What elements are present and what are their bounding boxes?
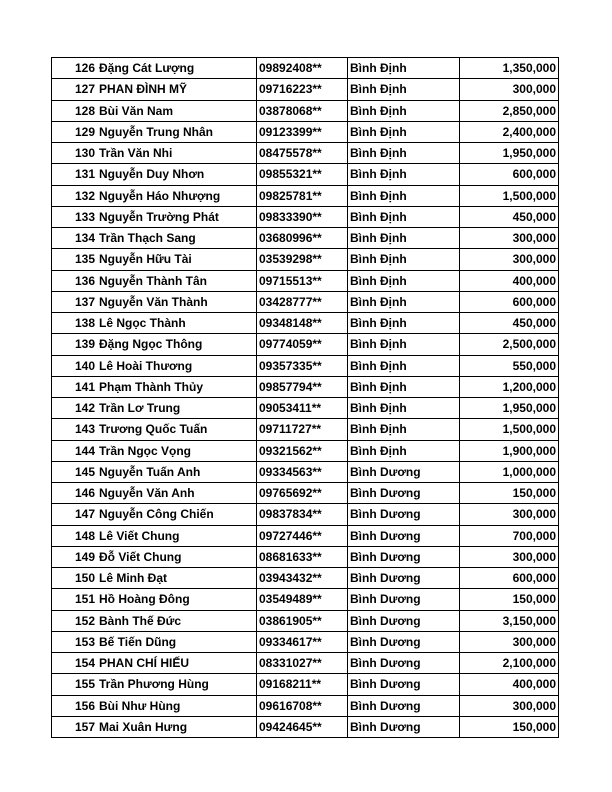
province-cell: Bình Định (348, 398, 460, 419)
table-row (52, 206, 559, 227)
table-row (52, 249, 559, 270)
row-number-cell: 145 (52, 461, 98, 482)
table-row (52, 313, 559, 334)
amount-cell: 300,000 (460, 504, 559, 525)
phone-number-cell: 03943432** (257, 568, 348, 589)
table-row (52, 355, 559, 376)
province-cell: Bình Định (348, 313, 460, 334)
row-number-cell: 151 (52, 589, 98, 610)
donor-name-cell: PHAN ĐÌNH MỸ (97, 79, 257, 100)
amount-cell: 300,000 (460, 249, 559, 270)
amount-cell: 300,000 (460, 79, 559, 100)
amount-cell: 3,150,000 (460, 610, 559, 631)
phone-number-cell: 09424645** (257, 716, 348, 737)
phone-number-cell: 08475578** (257, 143, 348, 164)
donor-name-cell: Nguyễn Văn Thành (97, 291, 257, 312)
table-row (52, 546, 559, 567)
phone-number-cell: 09334563** (257, 461, 348, 482)
province-cell: Bình Định (348, 79, 460, 100)
row-number-cell: 129 (52, 121, 98, 142)
row-number-cell: 149 (52, 546, 98, 567)
province-cell: Bình Định (348, 100, 460, 121)
row-number-cell: 154 (52, 653, 98, 674)
phone-number-cell: 03878068** (257, 100, 348, 121)
province-cell: Bình Định (348, 121, 460, 142)
province-cell: Bình Định (348, 291, 460, 312)
row-number-cell: 128 (52, 100, 98, 121)
table-row (52, 334, 559, 355)
table-row (52, 695, 559, 716)
phone-number-cell: 09715513** (257, 270, 348, 291)
donor-name-cell: Bế Tiến Dũng (97, 631, 257, 652)
province-cell: Bình Định (348, 334, 460, 355)
donor-name-cell: Bành Thế Đức (97, 610, 257, 631)
table-row (52, 525, 559, 546)
phone-number-cell: 09357335** (257, 355, 348, 376)
table-row (52, 185, 559, 206)
phone-number-cell: 09616708** (257, 695, 348, 716)
phone-number-cell: 03539298** (257, 249, 348, 270)
amount-cell: 600,000 (460, 568, 559, 589)
donor-name-cell: Hồ Hoàng Đông (97, 589, 257, 610)
donor-name-cell: Nguyễn Duy Nhơn (97, 164, 257, 185)
amount-cell: 450,000 (460, 206, 559, 227)
table-row (52, 504, 559, 525)
donor-name-cell: Nguyễn Công Chiến (97, 504, 257, 525)
table-row (52, 143, 559, 164)
province-cell: Bình Dương (348, 716, 460, 737)
province-cell: Bình Dương (348, 525, 460, 546)
donor-name-cell: Mai Xuân Hưng (97, 716, 257, 737)
donor-name-cell: Phạm Thành Thủy (97, 376, 257, 397)
donor-name-cell: Trương Quốc Tuấn (97, 419, 257, 440)
phone-number-cell: 09053411** (257, 398, 348, 419)
table-row (52, 568, 559, 589)
amount-cell: 600,000 (460, 291, 559, 312)
table-row (52, 483, 559, 504)
phone-number-cell: 03549489** (257, 589, 348, 610)
donor-table (51, 57, 559, 738)
table-row (52, 631, 559, 652)
amount-cell: 300,000 (460, 695, 559, 716)
row-number-cell: 157 (52, 716, 98, 737)
donor-name-cell: Đặng Ngọc Thông (97, 334, 257, 355)
donor-name-cell: Trần Lơ Trung (97, 398, 257, 419)
table-row (52, 100, 559, 121)
amount-cell: 1,900,000 (460, 440, 559, 461)
table-row (52, 461, 559, 482)
province-cell: Bình Dương (348, 504, 460, 525)
row-number-cell: 140 (52, 355, 98, 376)
row-number-cell: 130 (52, 143, 98, 164)
amount-cell: 550,000 (460, 355, 559, 376)
province-cell: Bình Định (348, 419, 460, 440)
province-cell: Bình Dương (348, 546, 460, 567)
donor-name-cell: Nguyễn Háo Nhượng (97, 185, 257, 206)
phone-number-cell: 09765692** (257, 483, 348, 504)
row-number-cell: 127 (52, 79, 98, 100)
province-cell: Bình Định (348, 440, 460, 461)
row-number-cell: 141 (52, 376, 98, 397)
amount-cell: 1,950,000 (460, 398, 559, 419)
phone-number-cell: 09727446** (257, 525, 348, 546)
province-cell: Bình Định (348, 185, 460, 206)
phone-number-cell: 09774059** (257, 334, 348, 355)
amount-cell: 2,850,000 (460, 100, 559, 121)
donor-name-cell: Lê Viết Chung (97, 525, 257, 546)
row-number-cell: 150 (52, 568, 98, 589)
phone-number-cell: 09334617** (257, 631, 348, 652)
donor-name-cell: Lê Minh Đạt (97, 568, 257, 589)
donor-name-cell: Lê Hoài Thương (97, 355, 257, 376)
phone-number-cell: 03861905** (257, 610, 348, 631)
donor-name-cell: Trần Văn Nhi (97, 143, 257, 164)
province-cell: Bình Dương (348, 610, 460, 631)
donor-name-cell: Nguyễn Trung Nhân (97, 121, 257, 142)
row-number-cell: 144 (52, 440, 98, 461)
table-row (52, 376, 559, 397)
province-cell: Bình Định (348, 376, 460, 397)
table-row (52, 589, 559, 610)
amount-cell: 1,200,000 (460, 376, 559, 397)
amount-cell: 150,000 (460, 716, 559, 737)
province-cell: Bình Dương (348, 589, 460, 610)
amount-cell: 1,000,000 (460, 461, 559, 482)
province-cell: Bình Dương (348, 695, 460, 716)
amount-cell: 300,000 (460, 631, 559, 652)
table-row (52, 164, 559, 185)
phone-number-cell: 09857794** (257, 376, 348, 397)
row-number-cell: 135 (52, 249, 98, 270)
province-cell: Bình Định (348, 206, 460, 227)
donor-name-cell: Trần Ngọc Vọng (97, 440, 257, 461)
phone-number-cell: 09168211** (257, 674, 348, 695)
phone-number-cell: 09892408** (257, 58, 348, 79)
phone-number-cell: 09711727** (257, 419, 348, 440)
province-cell: Bình Định (348, 228, 460, 249)
phone-number-cell: 09321562** (257, 440, 348, 461)
row-number-cell: 146 (52, 483, 98, 504)
row-number-cell: 153 (52, 631, 98, 652)
donor-name-cell: PHAN CHÍ HIẾU (97, 653, 257, 674)
province-cell: Bình Định (348, 164, 460, 185)
row-number-cell: 142 (52, 398, 98, 419)
table-row (52, 121, 559, 142)
row-number-cell: 126 (52, 58, 98, 79)
row-number-cell: 133 (52, 206, 98, 227)
table-row (52, 58, 559, 79)
province-cell: Bình Định (348, 58, 460, 79)
province-cell: Bình Dương (348, 461, 460, 482)
donor-name-cell: Bùi Như Hùng (97, 695, 257, 716)
amount-cell: 450,000 (460, 313, 559, 334)
phone-number-cell: 09825781** (257, 185, 348, 206)
donor-name-cell: Nguyễn Tuấn Anh (97, 461, 257, 482)
table-row (52, 610, 559, 631)
province-cell: Bình Dương (348, 483, 460, 504)
donor-name-cell: Trần Phương Hùng (97, 674, 257, 695)
table-row (52, 653, 559, 674)
amount-cell: 300,000 (460, 228, 559, 249)
table-row (52, 674, 559, 695)
donor-name-cell: Đặng Cát Lượng (97, 58, 257, 79)
table-row (52, 228, 559, 249)
amount-cell: 1,350,000 (460, 58, 559, 79)
amount-cell: 700,000 (460, 525, 559, 546)
amount-cell: 400,000 (460, 270, 559, 291)
donor-name-cell: Đỗ Viết Chung (97, 546, 257, 567)
table-row (52, 270, 559, 291)
phone-number-cell: 08681633** (257, 546, 348, 567)
amount-cell: 1,950,000 (460, 143, 559, 164)
table-row (52, 79, 559, 100)
donor-name-cell: Nguyễn Hữu Tài (97, 249, 257, 270)
donor-name-cell: Lê Ngọc Thành (97, 313, 257, 334)
amount-cell: 2,100,000 (460, 653, 559, 674)
amount-cell: 150,000 (460, 483, 559, 504)
province-cell: Bình Định (348, 270, 460, 291)
amount-cell: 1,500,000 (460, 185, 559, 206)
row-number-cell: 148 (52, 525, 98, 546)
row-number-cell: 134 (52, 228, 98, 249)
phone-number-cell: 03680996** (257, 228, 348, 249)
province-cell: Bình Dương (348, 674, 460, 695)
amount-cell: 2,500,000 (460, 334, 559, 355)
donor-name-cell: Nguyễn Trường Phát (97, 206, 257, 227)
amount-cell: 400,000 (460, 674, 559, 695)
row-number-cell: 147 (52, 504, 98, 525)
row-number-cell: 136 (52, 270, 98, 291)
donor-name-cell: Bùi Văn Nam (97, 100, 257, 121)
phone-number-cell: 09348148** (257, 313, 348, 334)
phone-number-cell: 09716223** (257, 79, 348, 100)
amount-cell: 300,000 (460, 546, 559, 567)
row-number-cell: 138 (52, 313, 98, 334)
table-row (52, 291, 559, 312)
phone-number-cell: 09833390** (257, 206, 348, 227)
amount-cell: 150,000 (460, 589, 559, 610)
row-number-cell: 156 (52, 695, 98, 716)
row-number-cell: 132 (52, 185, 98, 206)
phone-number-cell: 08331027** (257, 653, 348, 674)
amount-cell: 600,000 (460, 164, 559, 185)
donor-name-cell: Nguyễn Thành Tân (97, 270, 257, 291)
table-row (52, 419, 559, 440)
donor-name-cell: Trần Thạch Sang (97, 228, 257, 249)
province-cell: Bình Dương (348, 631, 460, 652)
province-cell: Bình Định (348, 355, 460, 376)
table-row (52, 716, 559, 737)
donor-name-cell: Nguyễn Văn Anh (97, 483, 257, 504)
province-cell: Bình Định (348, 249, 460, 270)
amount-cell: 1,500,000 (460, 419, 559, 440)
province-cell: Bình Định (348, 143, 460, 164)
province-cell: Bình Dương (348, 568, 460, 589)
row-number-cell: 137 (52, 291, 98, 312)
row-number-cell: 131 (52, 164, 98, 185)
row-number-cell: 143 (52, 419, 98, 440)
amount-cell: 2,400,000 (460, 121, 559, 142)
donor-table-body (52, 58, 559, 738)
table-row (52, 440, 559, 461)
table-row (52, 398, 559, 419)
row-number-cell: 139 (52, 334, 98, 355)
phone-number-cell: 09855321** (257, 164, 348, 185)
phone-number-cell: 09123399** (257, 121, 348, 142)
row-number-cell: 152 (52, 610, 98, 631)
phone-number-cell: 03428777** (257, 291, 348, 312)
phone-number-cell: 09837834** (257, 504, 348, 525)
province-cell: Bình Dương (348, 653, 460, 674)
row-number-cell: 155 (52, 674, 98, 695)
